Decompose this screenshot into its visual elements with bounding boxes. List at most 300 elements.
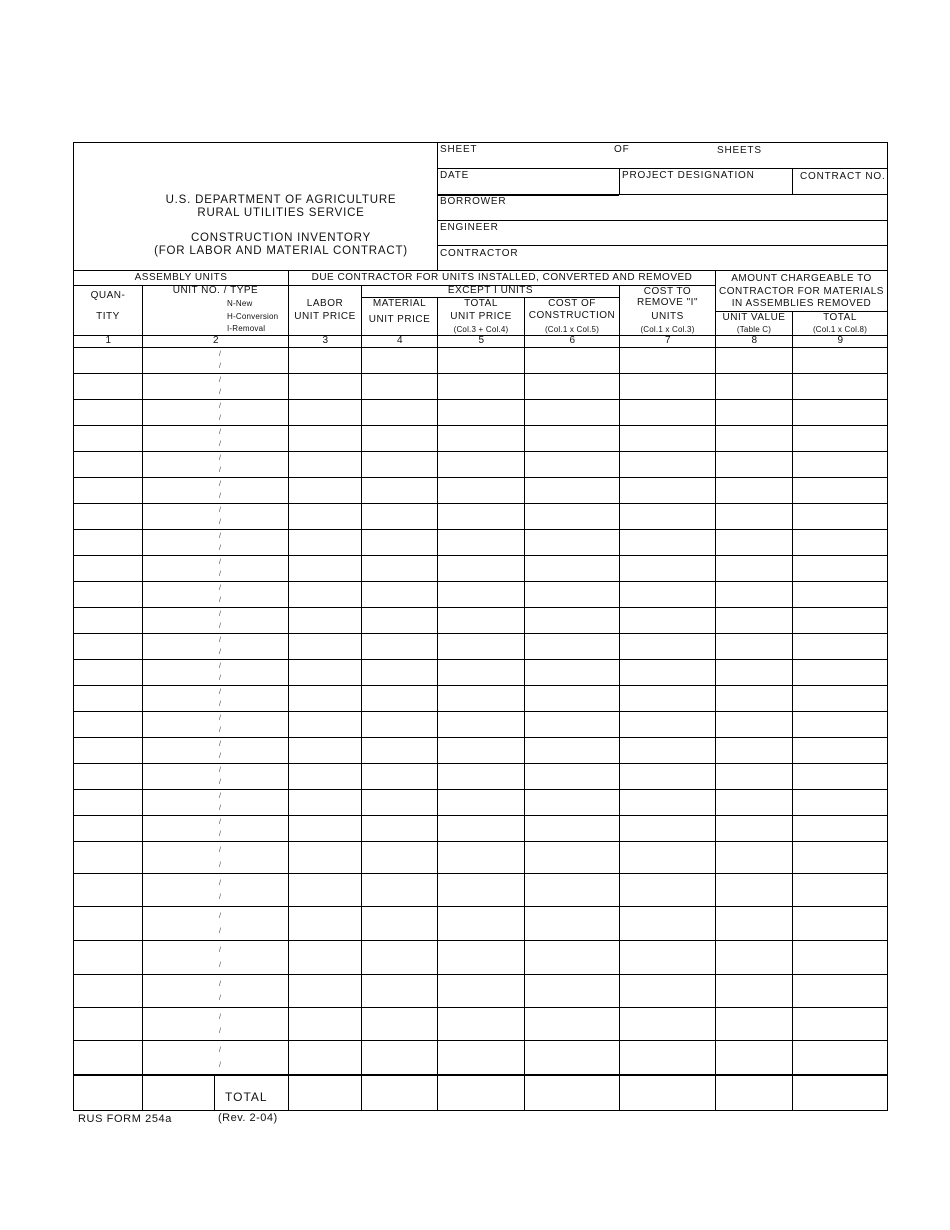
table-cell-col5[interactable] — [438, 348, 524, 373]
table-cell-col1[interactable] — [74, 816, 142, 841]
table-cell-col3[interactable] — [289, 1041, 361, 1074]
table-cell-col5[interactable] — [438, 975, 524, 1007]
table-cell-col5[interactable] — [438, 452, 524, 477]
total-cell-col5[interactable] — [438, 1077, 524, 1109]
table-cell-col9[interactable] — [793, 907, 887, 940]
table-cell-col7[interactable] — [620, 608, 715, 633]
table-cell-col2[interactable] — [143, 975, 288, 1007]
table-cell-col4[interactable] — [362, 975, 437, 1007]
table-cell-col7[interactable] — [620, 660, 715, 685]
table-cell-col8[interactable] — [716, 452, 792, 477]
table-cell-col7[interactable] — [620, 790, 715, 815]
unit-type-separator: / — [219, 689, 221, 697]
table-cell-col5[interactable] — [438, 764, 524, 789]
table-cell-col3[interactable] — [289, 1008, 361, 1040]
table-cell-col3[interactable] — [289, 348, 361, 373]
table-cell-col4[interactable] — [362, 790, 437, 815]
table-cell-col9[interactable] — [793, 478, 887, 503]
table-cell-col3[interactable] — [289, 712, 361, 737]
table-cell-col5[interactable] — [438, 1041, 524, 1074]
unit-type-separator: / — [219, 928, 221, 936]
table-cell-col6[interactable] — [525, 348, 619, 373]
table-cell-col7[interactable] — [620, 582, 715, 607]
table-cell-col3[interactable] — [289, 764, 361, 789]
table-cell-col9[interactable] — [793, 426, 887, 451]
total-cell-col8[interactable] — [716, 1077, 792, 1109]
table-cell-col3[interactable] — [289, 816, 361, 841]
table-cell-col2[interactable] — [143, 608, 288, 633]
table-cell-col3[interactable] — [289, 582, 361, 607]
table-cell-col7[interactable] — [620, 374, 715, 399]
unit-type-separator: / — [219, 507, 221, 515]
table-cell-col7[interactable] — [620, 874, 715, 906]
table-cell-col7[interactable] — [620, 941, 715, 974]
table-cell-col1[interactable] — [74, 686, 142, 711]
unit-type-separator: / — [219, 544, 221, 552]
total-row-top-rule — [73, 1074, 888, 1076]
table-cell-col4[interactable] — [362, 842, 437, 873]
except-i-units-header: EXCEPT I UNITS — [447, 285, 534, 296]
table-cell-col1[interactable] — [74, 556, 142, 581]
table-cell-col7[interactable] — [620, 764, 715, 789]
unit-type-separator: / — [219, 767, 221, 775]
table-cell-col8[interactable] — [716, 426, 792, 451]
table-cell-col6[interactable] — [525, 874, 619, 906]
form-revision: (Rev. 2-04) — [218, 1112, 278, 1124]
table-cell-col2[interactable] — [143, 816, 288, 841]
table-cell-col3[interactable] — [289, 660, 361, 685]
table-cell-col1[interactable] — [74, 764, 142, 789]
table-cell-col5[interactable] — [438, 907, 524, 940]
table-cell-col8[interactable] — [716, 874, 792, 906]
table-cell-col9[interactable] — [793, 1041, 887, 1074]
table-cell-col9[interactable] — [793, 764, 887, 789]
table-cell-col9[interactable] — [793, 1008, 887, 1040]
table-cell-col9[interactable] — [793, 400, 887, 425]
col3-header-b: UNIT PRICE — [294, 311, 356, 322]
table-cell-col1[interactable] — [74, 634, 142, 659]
table-cell-col2[interactable] — [143, 582, 288, 607]
table-cell-col3[interactable] — [289, 686, 361, 711]
table-cell-col7[interactable] — [620, 1008, 715, 1040]
table-cell-col8[interactable] — [716, 907, 792, 940]
table-cell-col2[interactable] — [143, 400, 288, 425]
table-cell-col6[interactable] — [525, 738, 619, 763]
unit-type-separator: / — [219, 819, 221, 827]
table-cell-col5[interactable] — [438, 504, 524, 529]
unit-type-separator: / — [219, 596, 221, 604]
table-cell-col6[interactable] — [525, 842, 619, 873]
table-cell-col4[interactable] — [362, 608, 437, 633]
table-cell-col6[interactable] — [525, 608, 619, 633]
table-cell-col6[interactable] — [525, 660, 619, 685]
table-cell-col2[interactable] — [143, 712, 288, 737]
col6-header-a: COST OF — [548, 298, 596, 309]
table-cell-col8[interactable] — [716, 400, 792, 425]
table-cell-col4[interactable] — [362, 478, 437, 503]
unit-type-separator: / — [219, 894, 221, 902]
table-cell-col4[interactable] — [362, 530, 437, 555]
contract-no-field[interactable]: CONTRACT NO. — [800, 171, 886, 182]
table-cell-col8[interactable] — [716, 1041, 792, 1074]
unit-type-separator: / — [219, 481, 221, 489]
table-cell-col5[interactable] — [438, 530, 524, 555]
table-cell-col6[interactable] — [525, 790, 619, 815]
table-cell-col9[interactable] — [793, 582, 887, 607]
table-cell-col8[interactable] — [716, 941, 792, 974]
unit-type-separator: / — [219, 1013, 221, 1021]
table-cell-col7[interactable] — [620, 348, 715, 373]
table-cell-col3[interactable] — [289, 975, 361, 1007]
total-cell-col7[interactable] — [620, 1077, 715, 1109]
table-cell-col8[interactable] — [716, 1008, 792, 1040]
table-cell-col7[interactable] — [620, 530, 715, 555]
table-cell-col6[interactable] — [525, 1041, 619, 1074]
table-cell-col3[interactable] — [289, 608, 361, 633]
table-cell-col5[interactable] — [438, 816, 524, 841]
table-cell-col7[interactable] — [620, 712, 715, 737]
table-cell-col6[interactable] — [525, 504, 619, 529]
table-cell-col7[interactable] — [620, 400, 715, 425]
total-cell-col9[interactable] — [793, 1077, 887, 1109]
table-cell-col2[interactable] — [143, 426, 288, 451]
table-cell-col6[interactable] — [525, 1008, 619, 1040]
unit-type-separator: / — [219, 778, 221, 786]
table-cell-col5[interactable] — [438, 582, 524, 607]
table-cell-col1[interactable] — [74, 582, 142, 607]
table-cell-col2[interactable] — [143, 941, 288, 974]
table-cell-col8[interactable] — [716, 608, 792, 633]
table-cell-col3[interactable] — [289, 874, 361, 906]
table-cell-col3[interactable] — [289, 374, 361, 399]
table-cell-col8[interactable] — [716, 660, 792, 685]
table-cell-col6[interactable] — [525, 530, 619, 555]
unit-type-separator: / — [219, 752, 221, 760]
table-cell-col3[interactable] — [289, 556, 361, 581]
table-cell-col1[interactable] — [74, 478, 142, 503]
table-cell-col4[interactable] — [362, 426, 437, 451]
table-cell-col2[interactable] — [143, 478, 288, 503]
table-cell-col8[interactable] — [716, 582, 792, 607]
col7-header-c: UNITS — [651, 311, 684, 322]
table-cell-col2[interactable] — [143, 556, 288, 581]
table-cell-col6[interactable] — [525, 941, 619, 974]
unit-type-separator: / — [219, 440, 221, 448]
table-cell-col2[interactable] — [143, 660, 288, 685]
unit-type-separator: / — [219, 663, 221, 671]
table-cell-col7[interactable] — [620, 816, 715, 841]
table-cell-col1[interactable] — [74, 504, 142, 529]
table-cell-col6[interactable] — [525, 400, 619, 425]
table-cell-col2[interactable] — [143, 1041, 288, 1074]
table-cell-col6[interactable] — [525, 686, 619, 711]
table-cell-col4[interactable] — [362, 738, 437, 763]
table-cell-col7[interactable] — [620, 686, 715, 711]
table-cell-col9[interactable] — [793, 874, 887, 906]
table-cell-col4[interactable] — [362, 874, 437, 906]
table-cell-col1[interactable] — [74, 712, 142, 737]
table-cell-col4[interactable] — [362, 816, 437, 841]
table-cell-col5[interactable] — [438, 790, 524, 815]
table-cell-col1[interactable] — [74, 975, 142, 1007]
project-designation-field[interactable]: PROJECT DESIGNATION — [622, 170, 755, 181]
table-cell-col9[interactable] — [793, 790, 887, 815]
table-cell-col7[interactable] — [620, 1041, 715, 1074]
table-cell-col2[interactable] — [143, 790, 288, 815]
table-cell-col8[interactable] — [716, 530, 792, 555]
table-cell-col1[interactable] — [74, 374, 142, 399]
table-cell-col5[interactable] — [438, 874, 524, 906]
table-cell-col2[interactable] — [143, 764, 288, 789]
table-cell-col6[interactable] — [525, 556, 619, 581]
table-cell-col2[interactable] — [143, 1008, 288, 1040]
table-cell-col3[interactable] — [289, 941, 361, 974]
unit-type-separator: / — [219, 585, 221, 593]
table-cell-col7[interactable] — [620, 556, 715, 581]
table-cell-col3[interactable] — [289, 426, 361, 451]
table-cell-col8[interactable] — [716, 634, 792, 659]
table-cell-col1[interactable] — [74, 608, 142, 633]
assembly-units-header: ASSEMBLY UNITS — [134, 272, 228, 283]
table-cell-col1[interactable] — [74, 426, 142, 451]
table-cell-col9[interactable] — [793, 712, 887, 737]
table-cell-col4[interactable] — [362, 764, 437, 789]
table-cell-col6[interactable] — [525, 816, 619, 841]
unit-type-separator: / — [219, 518, 221, 526]
table-cell-col8[interactable] — [716, 556, 792, 581]
table-cell-col5[interactable] — [438, 712, 524, 737]
table-cell-col3[interactable] — [289, 842, 361, 873]
table-cell-col1[interactable] — [74, 1041, 142, 1074]
table-cell-col4[interactable] — [362, 400, 437, 425]
table-cell-col2[interactable] — [143, 738, 288, 763]
col2-type-removal: I-Removal — [227, 324, 266, 333]
table-cell-col1[interactable] — [74, 400, 142, 425]
col7-header-b: REMOVE "I" — [637, 297, 698, 308]
table-cell-col5[interactable] — [438, 374, 524, 399]
table-cell-col8[interactable] — [716, 738, 792, 763]
table-cell-col4[interactable] — [362, 907, 437, 940]
table-cell-col1[interactable] — [74, 1008, 142, 1040]
form-title: CONSTRUCTION INVENTORY — [190, 232, 372, 244]
col9-header-a: TOTAL — [823, 312, 857, 323]
date-field[interactable]: DATE — [440, 170, 470, 181]
table-cell-col9[interactable] — [793, 634, 887, 659]
table-cell-col4[interactable] — [362, 1041, 437, 1074]
table-cell-col7[interactable] — [620, 738, 715, 763]
table-cell-col6[interactable] — [525, 764, 619, 789]
table-cell-col9[interactable] — [793, 842, 887, 873]
unit-type-separator: / — [219, 362, 221, 370]
col5-header-b: UNIT PRICE — [450, 311, 512, 322]
table-cell-col6[interactable] — [525, 907, 619, 940]
form-number: RUS FORM 254a — [78, 1113, 172, 1125]
table-cell-col6[interactable] — [525, 452, 619, 477]
table-cell-col8[interactable] — [716, 842, 792, 873]
table-cell-col4[interactable] — [362, 556, 437, 581]
table-cell-col2[interactable] — [143, 452, 288, 477]
column-number-1: 1 — [105, 335, 112, 346]
table-cell-col9[interactable] — [793, 941, 887, 974]
table-cell-col2[interactable] — [143, 374, 288, 399]
table-cell-col8[interactable] — [716, 790, 792, 815]
table-cell-col3[interactable] — [289, 400, 361, 425]
table-cell-col7[interactable] — [620, 907, 715, 940]
table-cell-col9[interactable] — [793, 504, 887, 529]
table-cell-col4[interactable] — [362, 348, 437, 373]
col2-type-new: N-New — [227, 299, 253, 308]
table-cell-col1[interactable] — [74, 842, 142, 873]
table-cell-col4[interactable] — [362, 374, 437, 399]
table-cell-col3[interactable] — [289, 907, 361, 940]
table-cell-col8[interactable] — [716, 975, 792, 1007]
table-cell-col4[interactable] — [362, 452, 437, 477]
table-cell-col7[interactable] — [620, 975, 715, 1007]
table-cell-col7[interactable] — [620, 634, 715, 659]
unit-type-separator: / — [219, 637, 221, 645]
table-cell-col7[interactable] — [620, 426, 715, 451]
table-cell-col5[interactable] — [438, 941, 524, 974]
table-cell-col8[interactable] — [716, 504, 792, 529]
table-cell-col1[interactable] — [74, 348, 142, 373]
table-cell-col9[interactable] — [793, 348, 887, 373]
table-cell-col6[interactable] — [525, 634, 619, 659]
sheet-label: SHEET — [440, 144, 478, 155]
table-cell-col7[interactable] — [620, 504, 715, 529]
col2-header: UNIT NO. / TYPE — [172, 285, 259, 296]
table-cell-col5[interactable] — [438, 556, 524, 581]
table-cell-col4[interactable] — [362, 634, 437, 659]
table-cell-col6[interactable] — [525, 426, 619, 451]
table-cell-col7[interactable] — [620, 842, 715, 873]
table-cell-col2[interactable] — [143, 874, 288, 906]
unit-type-separator: / — [219, 1028, 221, 1036]
table-cell-col3[interactable] — [289, 738, 361, 763]
table-cell-col5[interactable] — [438, 842, 524, 873]
table-cell-col9[interactable] — [793, 686, 887, 711]
table-cell-col1[interactable] — [74, 874, 142, 906]
table-cell-col9[interactable] — [793, 530, 887, 555]
table-cell-col9[interactable] — [793, 816, 887, 841]
unit-type-separator: / — [219, 377, 221, 385]
engineer-field[interactable]: ENGINEER — [440, 222, 499, 233]
table-cell-col8[interactable] — [716, 816, 792, 841]
table-cell-col1[interactable] — [74, 660, 142, 685]
table-cell-col1[interactable] — [74, 907, 142, 940]
contractor-field[interactable]: CONTRACTOR — [440, 248, 519, 259]
table-cell-col8[interactable] — [716, 374, 792, 399]
table-cell-col4[interactable] — [362, 686, 437, 711]
total-label: TOTAL — [225, 1090, 268, 1104]
unit-type-separator: / — [219, 1062, 221, 1070]
table-cell-col4[interactable] — [362, 712, 437, 737]
column-number-3: 3 — [322, 335, 329, 346]
total-cell-col4[interactable] — [362, 1077, 437, 1109]
unit-type-separator: / — [219, 793, 221, 801]
table-cell-col9[interactable] — [793, 608, 887, 633]
column-number-7: 7 — [664, 335, 672, 346]
unit-type-separator: / — [219, 700, 221, 708]
table-cell-col6[interactable] — [525, 478, 619, 503]
form-subtitle: (FOR LABOR AND MATERIAL CONTRACT) — [154, 245, 408, 257]
table-cell-col6[interactable] — [525, 582, 619, 607]
table-cell-col5[interactable] — [438, 400, 524, 425]
table-cell-col7[interactable] — [620, 452, 715, 477]
table-cell-col8[interactable] — [716, 348, 792, 373]
table-cell-col5[interactable] — [438, 1008, 524, 1040]
total-cell-col3[interactable] — [289, 1077, 361, 1109]
table-cell-col8[interactable] — [716, 712, 792, 737]
borrower-field[interactable]: BORROWER — [440, 196, 507, 207]
table-cell-col6[interactable] — [525, 712, 619, 737]
table-cell-col3[interactable] — [289, 790, 361, 815]
table-cell-col2[interactable] — [143, 530, 288, 555]
table-cell-col2[interactable] — [143, 348, 288, 373]
table-cell-col5[interactable] — [438, 634, 524, 659]
column-number-5: 5 — [478, 335, 485, 346]
table-cell-col4[interactable] — [362, 660, 437, 685]
table-cell-col3[interactable] — [289, 452, 361, 477]
unit-type-separator: / — [219, 570, 221, 578]
col4-header-b: UNIT PRICE — [368, 314, 431, 325]
table-cell-col4[interactable] — [362, 1008, 437, 1040]
table-cell-col5[interactable] — [438, 686, 524, 711]
column-number-6: 6 — [569, 335, 576, 346]
table-cell-col1[interactable] — [74, 790, 142, 815]
unit-type-separator: / — [219, 726, 221, 734]
table-cell-col7[interactable] — [620, 478, 715, 503]
table-cell-col3[interactable] — [289, 530, 361, 555]
table-cell-col2[interactable] — [143, 504, 288, 529]
table-cell-col5[interactable] — [438, 608, 524, 633]
table-cell-col4[interactable] — [362, 504, 437, 529]
col2-type-conversion: H-Conversion — [227, 312, 279, 321]
table-cell-col9[interactable] — [793, 374, 887, 399]
table-cell-col2[interactable] — [143, 634, 288, 659]
table-cell-col9[interactable] — [793, 660, 887, 685]
table-cell-col5[interactable] — [438, 426, 524, 451]
table-cell-col3[interactable] — [289, 504, 361, 529]
table-cell-col9[interactable] — [793, 556, 887, 581]
table-cell-col5[interactable] — [438, 660, 524, 685]
table-cell-col8[interactable] — [716, 478, 792, 503]
table-cell-col1[interactable] — [74, 738, 142, 763]
table-cell-col8[interactable] — [716, 686, 792, 711]
agency-service: RURAL UTILITIES SERVICE — [197, 207, 365, 219]
total-cell-col6[interactable] — [525, 1077, 619, 1109]
table-cell-col3[interactable] — [289, 634, 361, 659]
table-cell-col4[interactable] — [362, 941, 437, 974]
due-contractor-header: DUE CONTRACTOR FOR UNITS INSTALLED, CONVERTED AND REMOVED — [311, 272, 693, 283]
table-cell-col1[interactable] — [74, 530, 142, 555]
table-cell-col5[interactable] — [438, 738, 524, 763]
table-cell-col1[interactable] — [74, 941, 142, 974]
table-cell-col9[interactable] — [793, 452, 887, 477]
table-cell-col2[interactable] — [143, 686, 288, 711]
table-cell-col8[interactable] — [716, 764, 792, 789]
unit-type-separator: / — [219, 946, 221, 954]
table-cell-col9[interactable] — [793, 738, 887, 763]
table-cell-col9[interactable] — [793, 975, 887, 1007]
table-cell-col3[interactable] — [289, 478, 361, 503]
table-cell-col2[interactable] — [143, 842, 288, 873]
table-cell-col6[interactable] — [525, 975, 619, 1007]
table-cell-col1[interactable] — [74, 452, 142, 477]
table-cell-col5[interactable] — [438, 478, 524, 503]
table-cell-col4[interactable] — [362, 582, 437, 607]
table-cell-col2[interactable] — [143, 907, 288, 940]
table-cell-col6[interactable] — [525, 374, 619, 399]
